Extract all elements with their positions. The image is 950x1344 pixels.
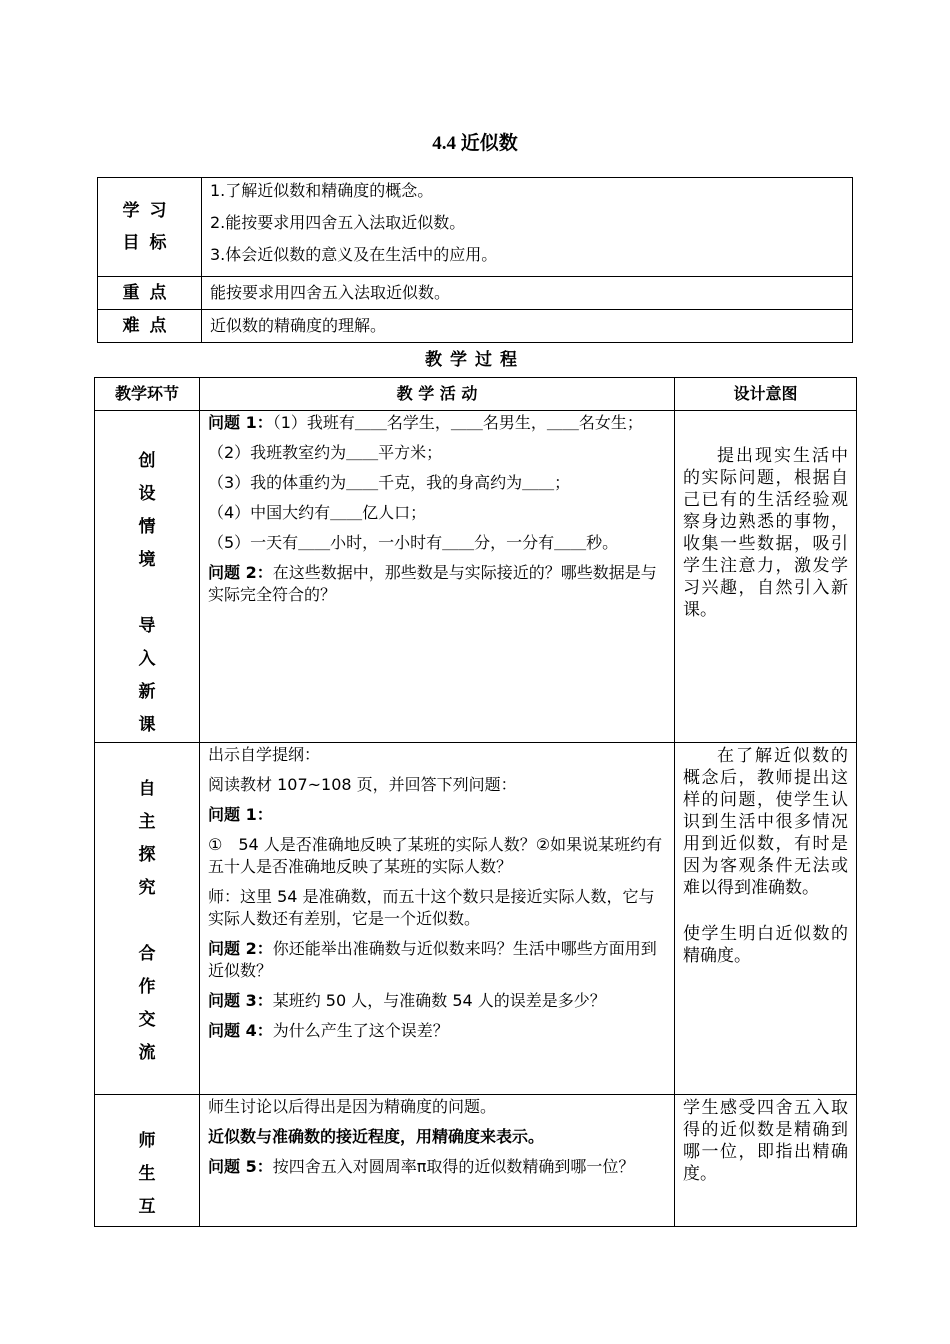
process-title: 教学过程 bbox=[425, 350, 525, 370]
q1-line2: （2）我班教室约为＿＿平方米； bbox=[208, 443, 443, 462]
activity-cell-2 bbox=[200, 743, 675, 1095]
intent-cell-1: 提出现实生活中的实际问题，根据自己已有的生活经验观察身边熟悉的事物，收集一些数据，吸引学生注意力，激发学习兴趣，自然引入新课。 bbox=[675, 411, 857, 743]
activity-cell-3 bbox=[200, 1095, 675, 1227]
objective-item: 1.了解近似数和精确度的概念。 bbox=[210, 181, 434, 200]
q1-line1: （1）我班有＿＿名学生，＿＿名男生，＿＿名女生； bbox=[272, 413, 643, 432]
page-title bbox=[0, 128, 950, 155]
stage-label-2: 自 主 探 究 合 作 交 流 bbox=[95, 743, 200, 1095]
key-point-text: 能按要求用四舍五入法取近似数。 bbox=[202, 277, 853, 310]
header-activity: 教 学 活 动 bbox=[200, 378, 675, 411]
header-stage: 教学环节 bbox=[95, 378, 200, 411]
intent-cell-2 bbox=[675, 743, 857, 1095]
q3-label: 问题 3： bbox=[208, 991, 273, 1010]
precision-definition: 近似数与准确数的接近程度，用精确度来表示。 bbox=[208, 1127, 545, 1146]
q5-label: 问题 5： bbox=[208, 1157, 273, 1176]
key-point-label: 重点 bbox=[98, 277, 202, 310]
difficult-point-label: 难点 bbox=[98, 310, 202, 343]
q4-label: 问题 4： bbox=[208, 1021, 273, 1040]
q5-text: 按四舍五入对圆周率π取得的近似数精确到哪一位？ bbox=[272, 1157, 635, 1176]
discussion-line: 师生讨论以后得出是因为精确度的问题。 bbox=[208, 1097, 497, 1116]
q1-text: ① 54 人是否准确地反映了某班的实际人数？②如果说某班约有五十人是否准确地反映了某班的实际人数？ bbox=[208, 835, 663, 876]
q2-label: 问题 2： bbox=[208, 939, 273, 958]
q3-text: 某班约 50 人，与准确数 54 人的误差是多少？ bbox=[272, 991, 606, 1010]
q1-label: 问题 1： bbox=[208, 805, 273, 824]
intent-text-1: 在了解近似数的概念后，教师提出这样的问题，使学生认识到生活中很多情况用到近似数，有时是因为客观条件无法或难以得到准确数。 bbox=[683, 746, 848, 898]
intent-cell-3: 学生感受四舍五入取得的近似数是精确到哪一位，即指出精确度。 bbox=[675, 1095, 857, 1227]
q2-label: 问题 2： bbox=[208, 563, 273, 582]
q2-text: 你还能举出准确数与近似数来吗？生活中哪些方面用到近似数？ bbox=[208, 939, 657, 980]
objectives-label: 学习 目标 bbox=[98, 178, 202, 277]
objective-item: 3.体会近似数的意义及在生活中的应用。 bbox=[210, 245, 498, 264]
objective-item: 2.能按要求用四舍五入法取近似数。 bbox=[210, 213, 466, 232]
q2-text: 在这些数据中，那些数是与实际接近的？哪些数据是与实际完全符合的？ bbox=[208, 563, 657, 604]
intent-text-2: 使学生明白近似数的精确度。 bbox=[683, 924, 848, 966]
teacher-text: 师：这里 54 是准确数，而五十这个数只是接近实际人数，它与实际人数还有差别，它是一个近似数。 bbox=[208, 887, 655, 928]
q4-text: 为什么产生了这个误差？ bbox=[272, 1021, 449, 1040]
q1-line4: （4）中国大约有＿＿亿人口； bbox=[208, 503, 427, 522]
process-table bbox=[94, 377, 857, 1227]
outline-line1: 出示自学提纲： bbox=[208, 745, 321, 764]
q1-line3: （3）我的体重约为＿＿千克，我的身高约为＿＿； bbox=[208, 473, 571, 492]
title-number: 4.4 bbox=[432, 133, 456, 154]
stage-label-1: 创 设 情 境 导 入 新 课 bbox=[95, 411, 200, 743]
outline-line2: 阅读教材 107~108 页，并回答下列问题： bbox=[208, 775, 517, 794]
difficult-point-text: 近似数的精确度的理解。 bbox=[202, 310, 853, 343]
objectives-list bbox=[202, 178, 853, 277]
q1-line5: （5）一天有＿＿小时，一小时有＿＿分，一分有＿＿秒。 bbox=[208, 533, 619, 552]
header-intent: 设计意图 bbox=[675, 378, 857, 411]
stage-label-3: 师 生 互 bbox=[95, 1095, 200, 1227]
activity-cell-1 bbox=[200, 411, 675, 743]
title-text: 近似数 bbox=[460, 132, 518, 154]
q1-label: 问题 1： bbox=[208, 413, 273, 432]
objectives-table bbox=[97, 177, 853, 343]
